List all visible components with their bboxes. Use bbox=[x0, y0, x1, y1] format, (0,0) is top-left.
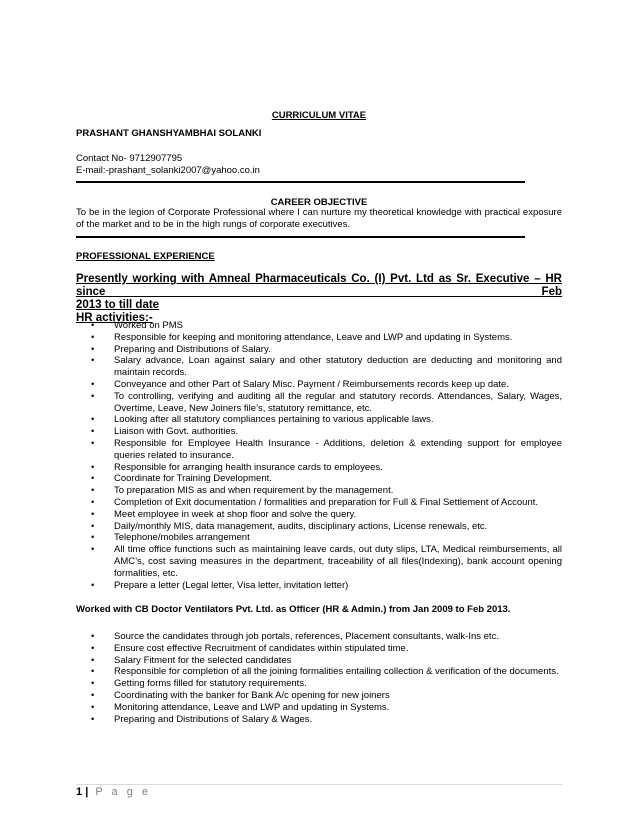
list-item: • Preparing and Distributions of Salary. bbox=[76, 344, 562, 356]
list-item: • Preparing and Distributions of Salary & Wages. bbox=[76, 714, 562, 726]
list-item: • Worked on PMS bbox=[76, 320, 562, 332]
list-item: • To controlling, verifying and auditing all the regular and statutory records. Attendances, Salary, Wages, Overtime, Leave, New Joiners file’s, statutory remittance, etc. bbox=[76, 391, 562, 415]
horizontal-rule bbox=[76, 236, 525, 238]
list-item: • Daily/monthly MIS, data management, audits, disciplinary actions, License renewals, etc. bbox=[76, 521, 562, 533]
list-item: • To preparation MIS as and when requirement by the management. bbox=[76, 485, 562, 497]
hr-activities-label: HR activities:- bbox=[76, 312, 153, 324]
document-title: CURRICULUM VITAE bbox=[271, 110, 367, 121]
contact-email: E-mail:-prashant_solanki2007@yahoo.co.in bbox=[76, 165, 260, 176]
list-item: • Responsible for arranging health insurance cards to employees. bbox=[76, 462, 562, 474]
list-item: • Looking after all statutory compliances pertaining to various applicable laws. bbox=[76, 414, 562, 426]
list-item: • Salary Fitment for the selected candidates bbox=[76, 655, 562, 667]
list-item: • Conveyance and other Part of Salary Misc. Payment / Reimbursements records keep up date. bbox=[76, 379, 562, 391]
previous-duties-list bbox=[76, 631, 562, 725]
contact-phone: Contact No- 9712907795 bbox=[76, 153, 183, 164]
hr-activities-list bbox=[76, 320, 562, 591]
list-item: • Liaison with Govt. authorities. bbox=[76, 426, 562, 438]
contact-block bbox=[76, 153, 260, 177]
current-position-line-1: Presently working with Amneal Pharmaceuticals Co. (I) Pvt. Ltd as Sr. Executive – HR since Feb bbox=[76, 273, 562, 298]
list-item: • Coordinating with the banker for Bank A/c opening for new joiners bbox=[76, 690, 562, 702]
list-item: • Meet employee in week at shop floor and solve the query. bbox=[76, 509, 562, 521]
footer-rule bbox=[76, 784, 562, 785]
page-label: P a g e bbox=[95, 786, 151, 798]
candidate-name: PRASHANT GHANSHYAMBHAI SOLANKI bbox=[76, 128, 262, 139]
list-item: • Source the candidates through job portals, references, Placement consultants, walk-Ins etc. bbox=[76, 631, 562, 643]
page-separator: | bbox=[85, 786, 89, 798]
career-objective-text: To be in the legion of Corporate Professional where I can nurture my theoretical knowledge with practical exposure of the market and to be in the high rungs of corporate executives. bbox=[76, 207, 562, 230]
list-item: • All time office functions such as maintaining leave cards, out duty slips, LTA, Medical reimbursements, all AMC’s, cost saving measures in the department, traceability of all files(Indexing), bank account opening formalities, etc. bbox=[76, 544, 562, 579]
page-number: 1 bbox=[76, 786, 83, 798]
list-item: • Responsible for Employee Health Insurance - Additions, deletion & extending support for employee queries related to insurance. bbox=[76, 438, 562, 462]
list-item: • Monitoring attendance, Leave and LWP and updating in Systems. bbox=[76, 702, 562, 714]
list-item: • Coordinate for Training Development. bbox=[76, 473, 562, 485]
career-objective-heading: CAREER OBJECTIVE bbox=[270, 197, 368, 208]
list-item: • Getting forms filled for statutory requirements. bbox=[76, 678, 562, 690]
list-item: • Salary advance, Loan against salary and other statutory deduction are deducting and monitoring and maintain records. bbox=[76, 355, 562, 379]
list-item: • Responsible for keeping and monitoring attendance, Leave and LWP and updating in Systems. bbox=[76, 332, 562, 344]
list-item: • Responsible for completion of all the joining formalities entailing collection & verification of the documents. bbox=[76, 666, 562, 678]
professional-experience-heading: PROFESSIONAL EXPERIENCE bbox=[76, 251, 215, 262]
current-position-line-2: 2013 to till date bbox=[76, 299, 160, 311]
current-position-heading bbox=[76, 273, 562, 325]
list-item: • Completion of Exit documentation / formalities and preparation for Full & Final Settlement of Account. bbox=[76, 497, 562, 509]
horizontal-rule bbox=[76, 181, 525, 183]
list-item: • Telephone/mobiles arrangement bbox=[76, 532, 562, 544]
list-item: • Ensure cost effective Recruitment of candidates within stipulated time. bbox=[76, 643, 562, 655]
previous-position-heading: Worked with CB Doctor Ventilators Pvt. Ltd. as Officer (HR & Admin.) from Jan 2009 to Feb 2013. bbox=[76, 604, 511, 615]
list-item: • Prepare a letter (Legal letter, Visa letter, invitation letter) bbox=[76, 580, 562, 592]
page-footer bbox=[76, 786, 151, 798]
